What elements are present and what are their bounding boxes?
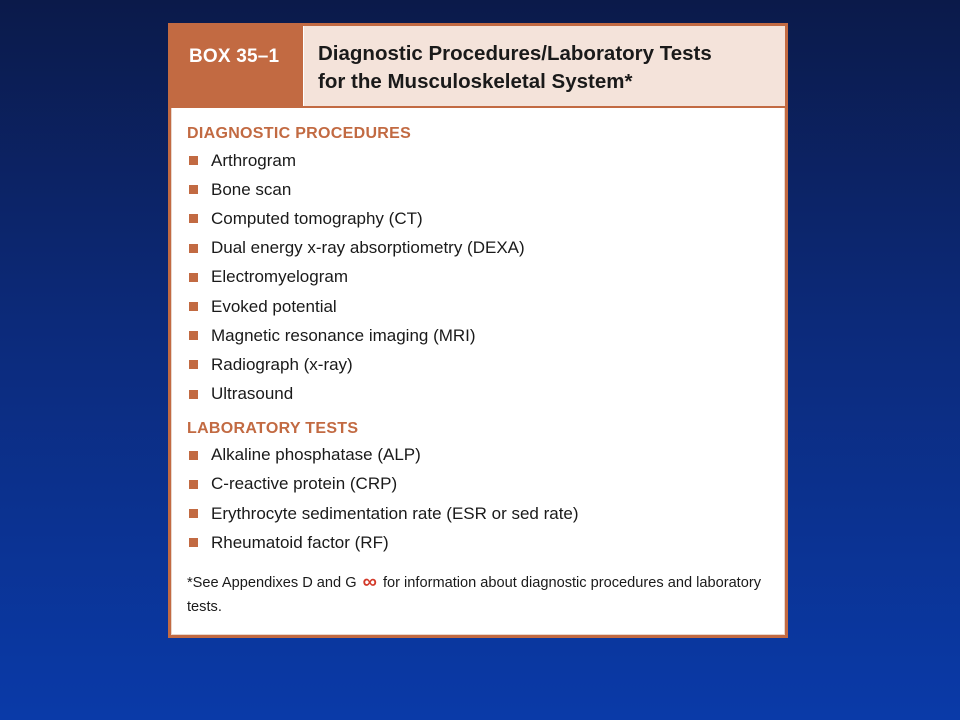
list-item	[187, 441, 785, 470]
list-item-label: C-reactive protein (CRP)	[211, 474, 398, 494]
list-item-label: Rheumatoid factor (RF)	[211, 532, 389, 552]
list-item	[187, 204, 785, 233]
square-bullet-icon	[189, 244, 198, 253]
footnote	[187, 571, 785, 619]
square-bullet-icon	[189, 360, 198, 369]
footnote-text-before: *See Appendixes D and G	[187, 575, 357, 592]
box-header	[171, 26, 785, 108]
square-bullet-icon	[189, 538, 198, 547]
list-item-label: Bone scan	[211, 179, 292, 199]
diagnostic-list	[187, 146, 785, 409]
list-item	[187, 528, 785, 557]
box-title	[303, 26, 785, 106]
square-bullet-icon	[189, 302, 198, 311]
square-bullet-icon	[189, 331, 198, 340]
list-item	[187, 234, 785, 263]
list-item-label: Ultrasound	[211, 384, 294, 404]
square-bullet-icon	[189, 156, 198, 165]
list-item-label: Dual energy x-ray absorptiometry (DEXA)	[211, 238, 525, 258]
box-label: BOX 35–1	[171, 26, 303, 106]
laboratory-heading: LABORATORY TESTS	[187, 419, 359, 437]
laboratory-list	[187, 441, 785, 558]
box-content	[171, 108, 785, 619]
list-item-label: Arthrogram	[211, 150, 297, 170]
list-item-label: Evoked potential	[211, 296, 337, 316]
list-item-label: Erythrocyte sedimentation rate (ESR or sed rate)	[211, 503, 579, 523]
square-bullet-icon	[189, 214, 198, 223]
square-bullet-icon	[189, 390, 198, 399]
list-item	[187, 321, 785, 350]
list-item	[187, 292, 785, 321]
square-bullet-icon	[189, 451, 198, 460]
list-item-label: Magnetic resonance imaging (MRI)	[211, 325, 476, 345]
square-bullet-icon	[189, 480, 198, 489]
square-bullet-icon	[189, 509, 198, 518]
content-box	[168, 23, 788, 638]
list-item	[187, 263, 785, 292]
list-item	[187, 175, 785, 204]
square-bullet-icon	[189, 185, 198, 194]
box-title-line-2: for the Musculoskeletal System*	[318, 70, 633, 93]
box-title-line-1: Diagnostic Procedures/Laboratory Tests	[318, 42, 712, 65]
list-item	[187, 350, 785, 379]
list-item	[187, 499, 785, 528]
list-item-label: Electromyelogram	[211, 267, 348, 287]
list-item-label: Alkaline phosphatase (ALP)	[211, 445, 421, 465]
list-item-label: Radiograph (x-ray)	[211, 354, 353, 374]
list-item	[187, 146, 785, 175]
list-item-label: Computed tomography (CT)	[211, 208, 423, 228]
square-bullet-icon	[189, 273, 198, 282]
list-item	[187, 380, 785, 409]
infinity-icon: ∞	[362, 571, 377, 594]
list-item	[187, 470, 785, 499]
diagnostic-heading: DIAGNOSTIC PROCEDURES	[187, 125, 412, 142]
section-spacer	[187, 409, 785, 417]
footnote-text-after: for information about diagnostic procedures and laboratory tests.	[187, 575, 762, 616]
